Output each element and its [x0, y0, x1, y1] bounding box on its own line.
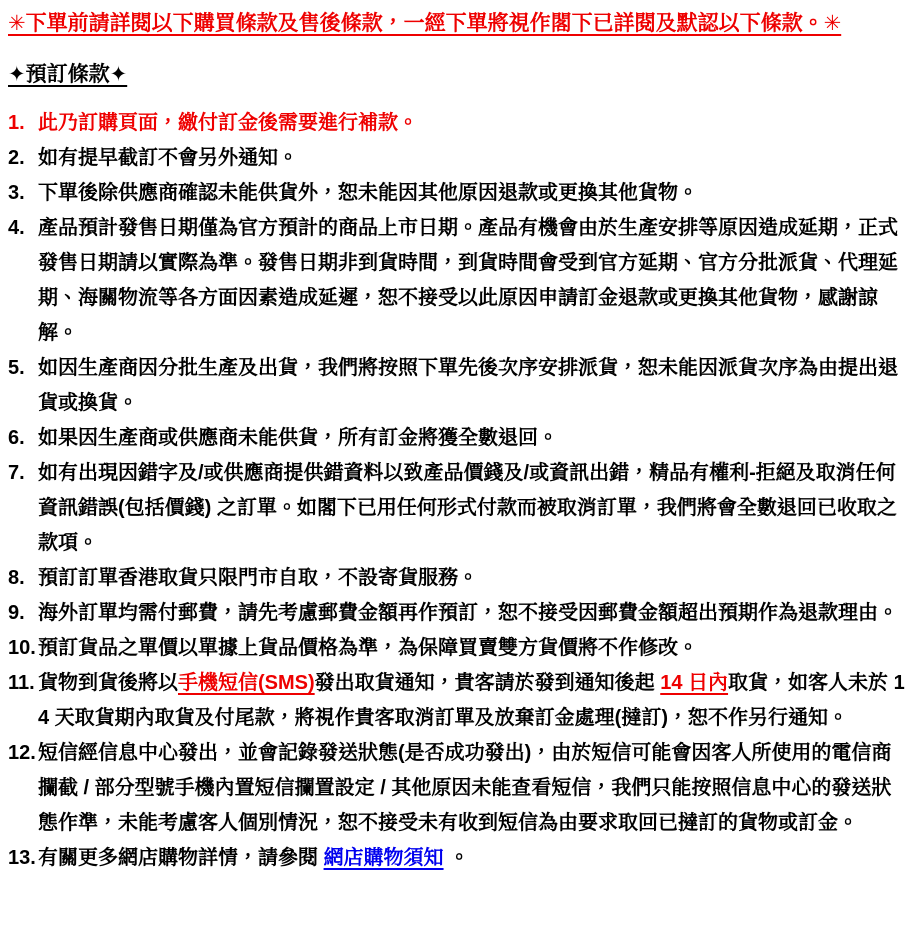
- term-item: [8, 456, 907, 561]
- term-text: [38, 141, 907, 176]
- term-number: 10.: [8, 637, 36, 659]
- term-item: [8, 176, 907, 211]
- emphasis-red-underline: 14 日內: [660, 672, 729, 694]
- term-item: [8, 666, 907, 736]
- term-text: [38, 421, 907, 456]
- term-item: [8, 421, 907, 456]
- emphasis-red-underline: 手機短信(SMS): [178, 672, 315, 694]
- term-item: [8, 631, 907, 666]
- term-text: [38, 596, 907, 631]
- pre-order-warning-banner: ✳下單前請詳閱以下購買條款及售後條款，一經下單將視作閣下已詳閱及默認以下條款。✳: [8, 12, 842, 35]
- term-text-segment: 。: [443, 847, 470, 869]
- term-text-segment: 有關更多網店購物詳情，請參閱: [38, 847, 324, 869]
- term-text: [38, 351, 907, 421]
- section-title-preorder-terms: ✦預訂條款✦: [8, 63, 128, 86]
- term-number: 4.: [8, 217, 25, 239]
- term-number: 13.: [8, 847, 36, 869]
- shop-guide-link[interactable]: 網店購物須知: [323, 847, 444, 869]
- term-text: [38, 841, 907, 876]
- term-text: [38, 176, 907, 211]
- term-text-segment: 短信經信息中心發出，並會記錄發送狀態(是否成功發出)，由於短信可能會因客人所使用的電信商攔截 / 部分型號手機內置短信攔置設定 / 其他原因未能查看短信，我們只能按照信息中心的發送狀態作準，未能考慮客人個別情況，恕不接受未有收到短信為由要求取回已撻訂的貨物或訂金。: [38, 742, 892, 834]
- term-text-segment: 海外訂單均需付郵費，請先考慮郵費金額再作預訂，恕不接受因郵費金額超出預期作為退款理由。: [38, 602, 898, 624]
- term-text: [38, 456, 907, 561]
- term-text: [38, 631, 907, 666]
- term-text-segment: 如有出現因錯字及/或供應商提供錯資料以致產品價錢及/或資訊出錯，精品有權利-拒絕及取消任何資訊錯誤(包括價錢) 之訂單。如閣下已用任何形式付款而被取消訂單，我們將會全數退回已收取之款項。: [38, 462, 897, 554]
- term-item: [8, 736, 907, 841]
- term-item: [8, 351, 907, 421]
- term-item: [8, 841, 907, 876]
- emphasis-red-text: 此乃訂購頁面，繳付訂金後需要進行補款。: [38, 112, 418, 134]
- term-text-segment: 下單後除供應商確認未能供貨外，恕未能因其他原因退款或更換其他貨物。: [38, 182, 698, 204]
- term-number: 1.: [8, 112, 25, 134]
- term-text-segment: 發出取貨通知，貴客請於發到通知後起: [314, 672, 661, 694]
- term-item: [8, 211, 907, 351]
- term-text: [38, 666, 907, 736]
- term-item: [8, 106, 907, 141]
- terms-list: [8, 106, 907, 876]
- term-text: [38, 211, 907, 351]
- term-item: [8, 561, 907, 596]
- term-number: 12.: [8, 742, 36, 764]
- term-text-segment: 產品預計發售日期僅為官方預計的商品上市日期。產品有機會由於生產安排等原因造成延期，正式發售日期請以實際為準。發售日期非到貨時間，到貨時間會受到官方延期、官方分批派貨、代理延期、海關物流等各方面因素造成延遲，恕不接受以此原因申請訂金退款或更換其他貨物，感謝諒解。: [38, 217, 898, 344]
- term-item: [8, 141, 907, 176]
- term-number: 3.: [8, 182, 25, 204]
- term-text-segment: 貨物到貨後將以: [38, 672, 178, 694]
- term-number: 5.: [8, 357, 25, 379]
- term-text-segment: 取貨，如客人未於 14 天取貨期內取貨及付尾款，將視作貴客取消訂單及放棄訂金處理(撻訂)，恕不作另行通知。: [38, 672, 905, 729]
- term-text-segment: 預訂訂單香港取貨只限門市自取，不設寄貨服務。: [38, 567, 478, 589]
- term-text: [38, 106, 907, 141]
- term-text-segment: 預訂貨品之單價以單據上貨品價格為準，為保障買賣雙方貨價將不作修改。: [38, 637, 698, 659]
- term-number: 8.: [8, 567, 25, 589]
- term-number: 11.: [8, 672, 35, 694]
- term-text-segment: 如果因生產商或供應商未能供貨，所有訂金將獲全數退回。: [38, 427, 558, 449]
- term-item: [8, 596, 907, 631]
- term-number: 2.: [8, 147, 25, 169]
- term-number: 7.: [8, 462, 25, 484]
- term-number: 6.: [8, 427, 25, 449]
- term-text: [38, 736, 907, 841]
- term-text-segment: 如有提早截訂不會另外通知。: [38, 147, 298, 169]
- term-text: [38, 561, 907, 596]
- term-number: 9.: [8, 602, 25, 624]
- term-text-segment: 如因生產商因分批生產及出貨，我們將按照下單先後次序安排派貨，恕未能因派貨次序為由提出退貨或換貨。: [38, 357, 898, 414]
